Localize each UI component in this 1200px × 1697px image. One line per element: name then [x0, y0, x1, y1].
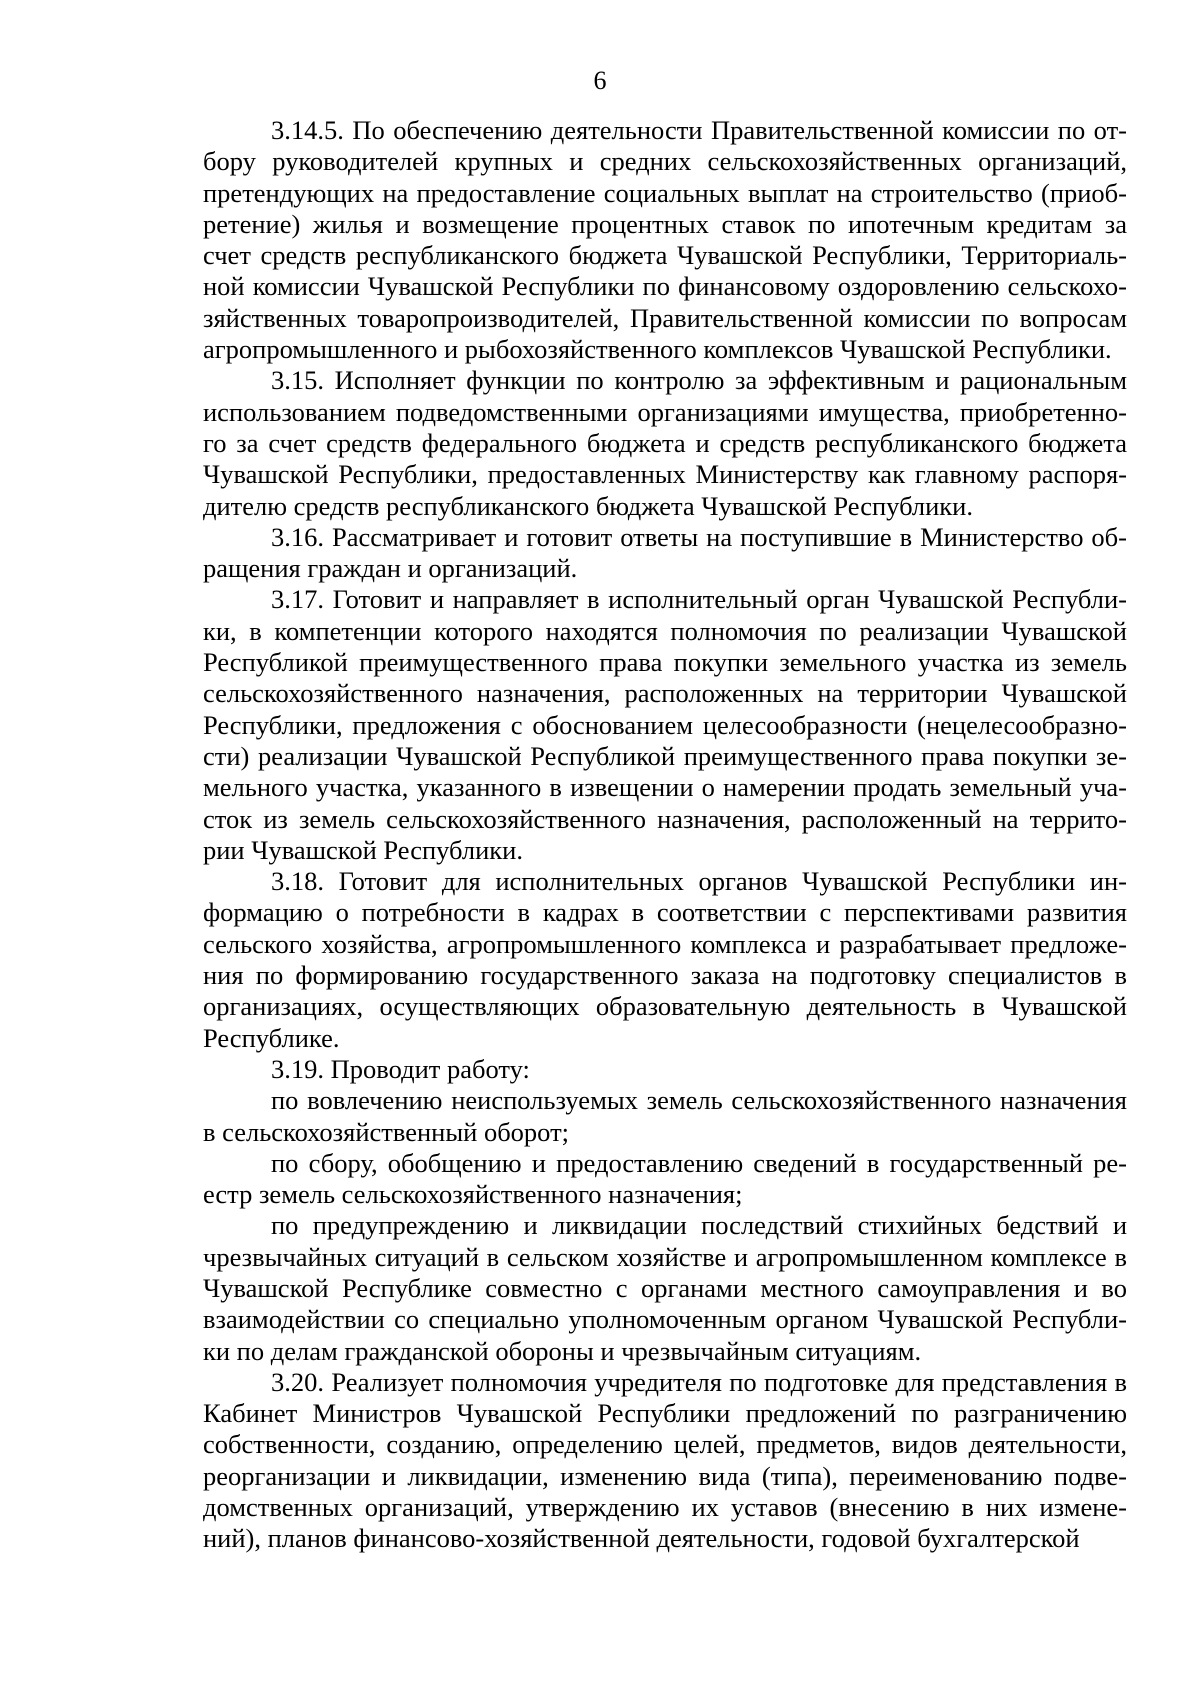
- list-item-land-register: по сбору, обобщению и предоставлению сведений в государственный реестр земель сельскохозяйственного назначения;: [203, 1147, 1127, 1210]
- page-number: 6: [593, 66, 607, 95]
- paragraph-3-15: 3.15. Исполняет функции по контролю за эффективным и рациональным использованием подведомственными организациями имущества, приобретенного за счет средств федерального бюджета и средств республиканского бюджета Чувашской Республики, предоставленных Министерству как главному распорядителю средств республиканского бюджета Чувашской Республики.: [203, 365, 1127, 521]
- paragraph-3-16: 3.16. Рассматривает и готовит ответы на поступившие в Министерство обращения граждан и организаций.: [203, 521, 1127, 584]
- paragraph-3-19: 3.19. Проводит работу:: [271, 1053, 530, 1084]
- paragraph-3-18: 3.18. Готовит для исполнительных органов Чувашской Республики информацию о потребности в кадрах в соответствии с перспективами развития сельского хозяйства, агропромышленного комплекса и разрабатывает предложения по формированию государственного заказа на подготовку специалистов в организациях, осуществляющих образовательную деятельность в Чувашской Республике.: [203, 866, 1127, 1053]
- document-body: [203, 115, 1127, 1555]
- paragraph-3-20: 3.20. Реализует полномочия учредителя по подготовке для представления в Кабинет Министров Чувашской Республики предложений по разграничению собственности, созданию, определению целей, предметов, видов деятельности, реорганизации и ликвидации, изменению вида (типа), переименованию подведомственных организаций, утверждению их уставов (внесению в них изменений), планов финансово-хозяйственной деятельности, годовой бухгалтерской: [203, 1366, 1127, 1554]
- paragraph-3-14-5: 3.14.5. По обеспечению деятельности Правительственной комиссии по отбору руководителей крупных и средних сельскохозяйственных организаций, претендующих на предоставление социальных выплат на строительство (приобретение) жилья и возмещение процентных ставок по ипотечным кредитам за счет средств республиканского бюджета Чувашской Республики, Территориальной комиссии Чувашской Республики по финансовому оздоровлению сельскохозяйственных товаропроизводителей, Правительственной комиссии по вопросам агропромышленного и рыбохозяйственного комплексов Чувашской Республики.: [203, 115, 1127, 365]
- paragraph-3-17: 3.17. Готовит и направляет в исполнительный орган Чувашской Республики, в компетенции которого находятся полномочия по реализации Чувашской Республикой преимущественного права покупки земельного участка из земель сельскохозяйственного назначения, расположенных на территории Чувашской Республики, предложения с обоснованием целесообразности (нецелесообразности) реализации Чувашской Республикой преимущественного права покупки земельного участка, указанного в извещении о намерении продать земельный участок из земель сельскохозяйственного назначения, расположенный на территории Чувашской Республики.: [203, 584, 1127, 865]
- list-item-emergency-prevention: по предупреждению и ликвидации последствий стихийных бедствий и чрезвычайных ситуаций в сельском хозяйстве и агропромышленном комплексе в Чувашской Республике совместно с органами местного самоуправления и во взаимодействии со специально уполномоченным органом Чувашской Республики по делам гражданской обороны и чрезвычайным ситуациям.: [203, 1210, 1127, 1366]
- list-item-land-involvement: по вовлечению неиспользуемых земель сельскохозяйственного назначения в сельскохозяйственный оборот;: [203, 1085, 1127, 1147]
